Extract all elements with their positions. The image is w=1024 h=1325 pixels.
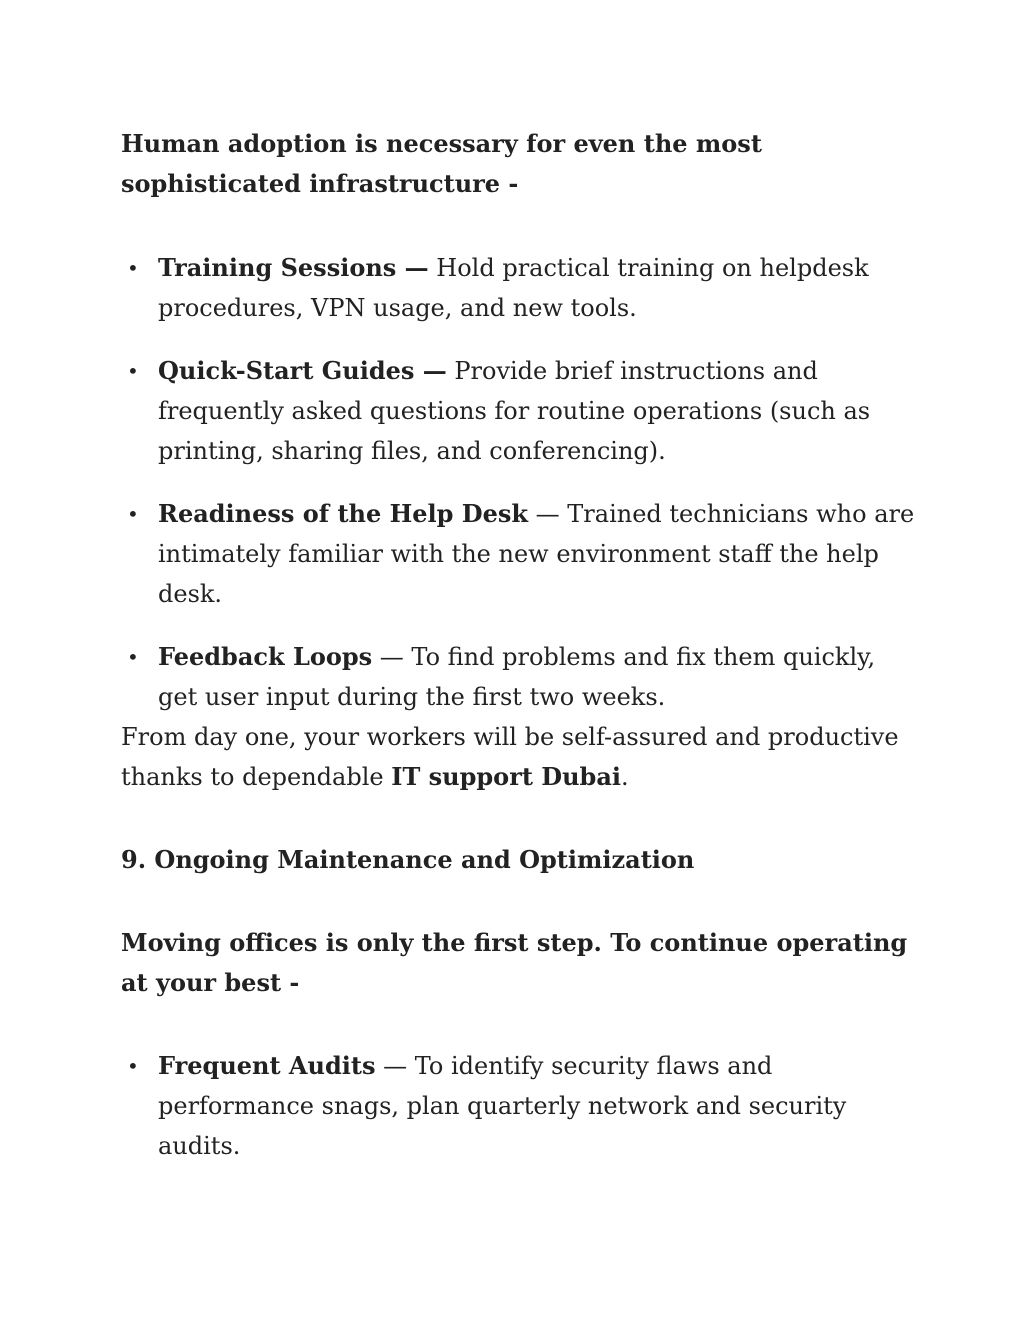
list-item-term: Readiness of the Help Desk [158, 499, 529, 528]
list-item [121, 494, 921, 614]
list-item-desc: — To identify security flaws and performance snags, plan quarterly network and security audits. [158, 1052, 847, 1160]
it-support-keyword: IT support Dubai [391, 762, 621, 791]
section-heading: Moving offices is only the first step. To continue operating at your best - [121, 928, 908, 997]
list-item-term: Frequent Audits [158, 1051, 376, 1080]
bullet-icon: • [127, 1054, 139, 1078]
bullet-icon: • [127, 502, 139, 526]
it-support-paragraph [121, 717, 921, 797]
list-item-term: Quick-Start Guides — [158, 356, 447, 385]
list-item-desc: Provide brief instructions and frequently asked questions for routine operations (such as printing, sharing files, and conferencing). [158, 357, 871, 465]
list-item [121, 637, 921, 717]
document-page [121, 124, 921, 1166]
paragraph-text: From day one, your workers will be self-assured and productive thanks to dependable [121, 723, 899, 791]
list-item [121, 1046, 921, 1166]
bullet-icon: • [127, 359, 139, 383]
list-item [121, 351, 921, 471]
list-item-desc: — Trained technicians who are intimately familiar with the new environment staff the help desk. [158, 500, 915, 608]
maintenance-list [121, 1046, 921, 1166]
paragraph-end: . [621, 763, 629, 791]
list-item-term: Feedback Loops [158, 642, 373, 671]
section-title: 9. Ongoing Maintenance and Optimization [121, 845, 695, 874]
list-item [121, 248, 921, 328]
intro-heading: Human adoption is necessary for even the most sophisticated infrastructure - [121, 129, 762, 198]
adoption-list [121, 248, 921, 717]
list-item-term: Training Sessions — [158, 253, 429, 282]
list-item-desc: — To find problems and fix them quickly, get user input during the first two weeks. [158, 643, 876, 711]
list-item-desc: Hold practical training on helpdesk procedures, VPN usage, and new tools. [158, 254, 869, 322]
bullet-icon: • [127, 256, 139, 280]
bullet-icon: • [127, 645, 139, 669]
